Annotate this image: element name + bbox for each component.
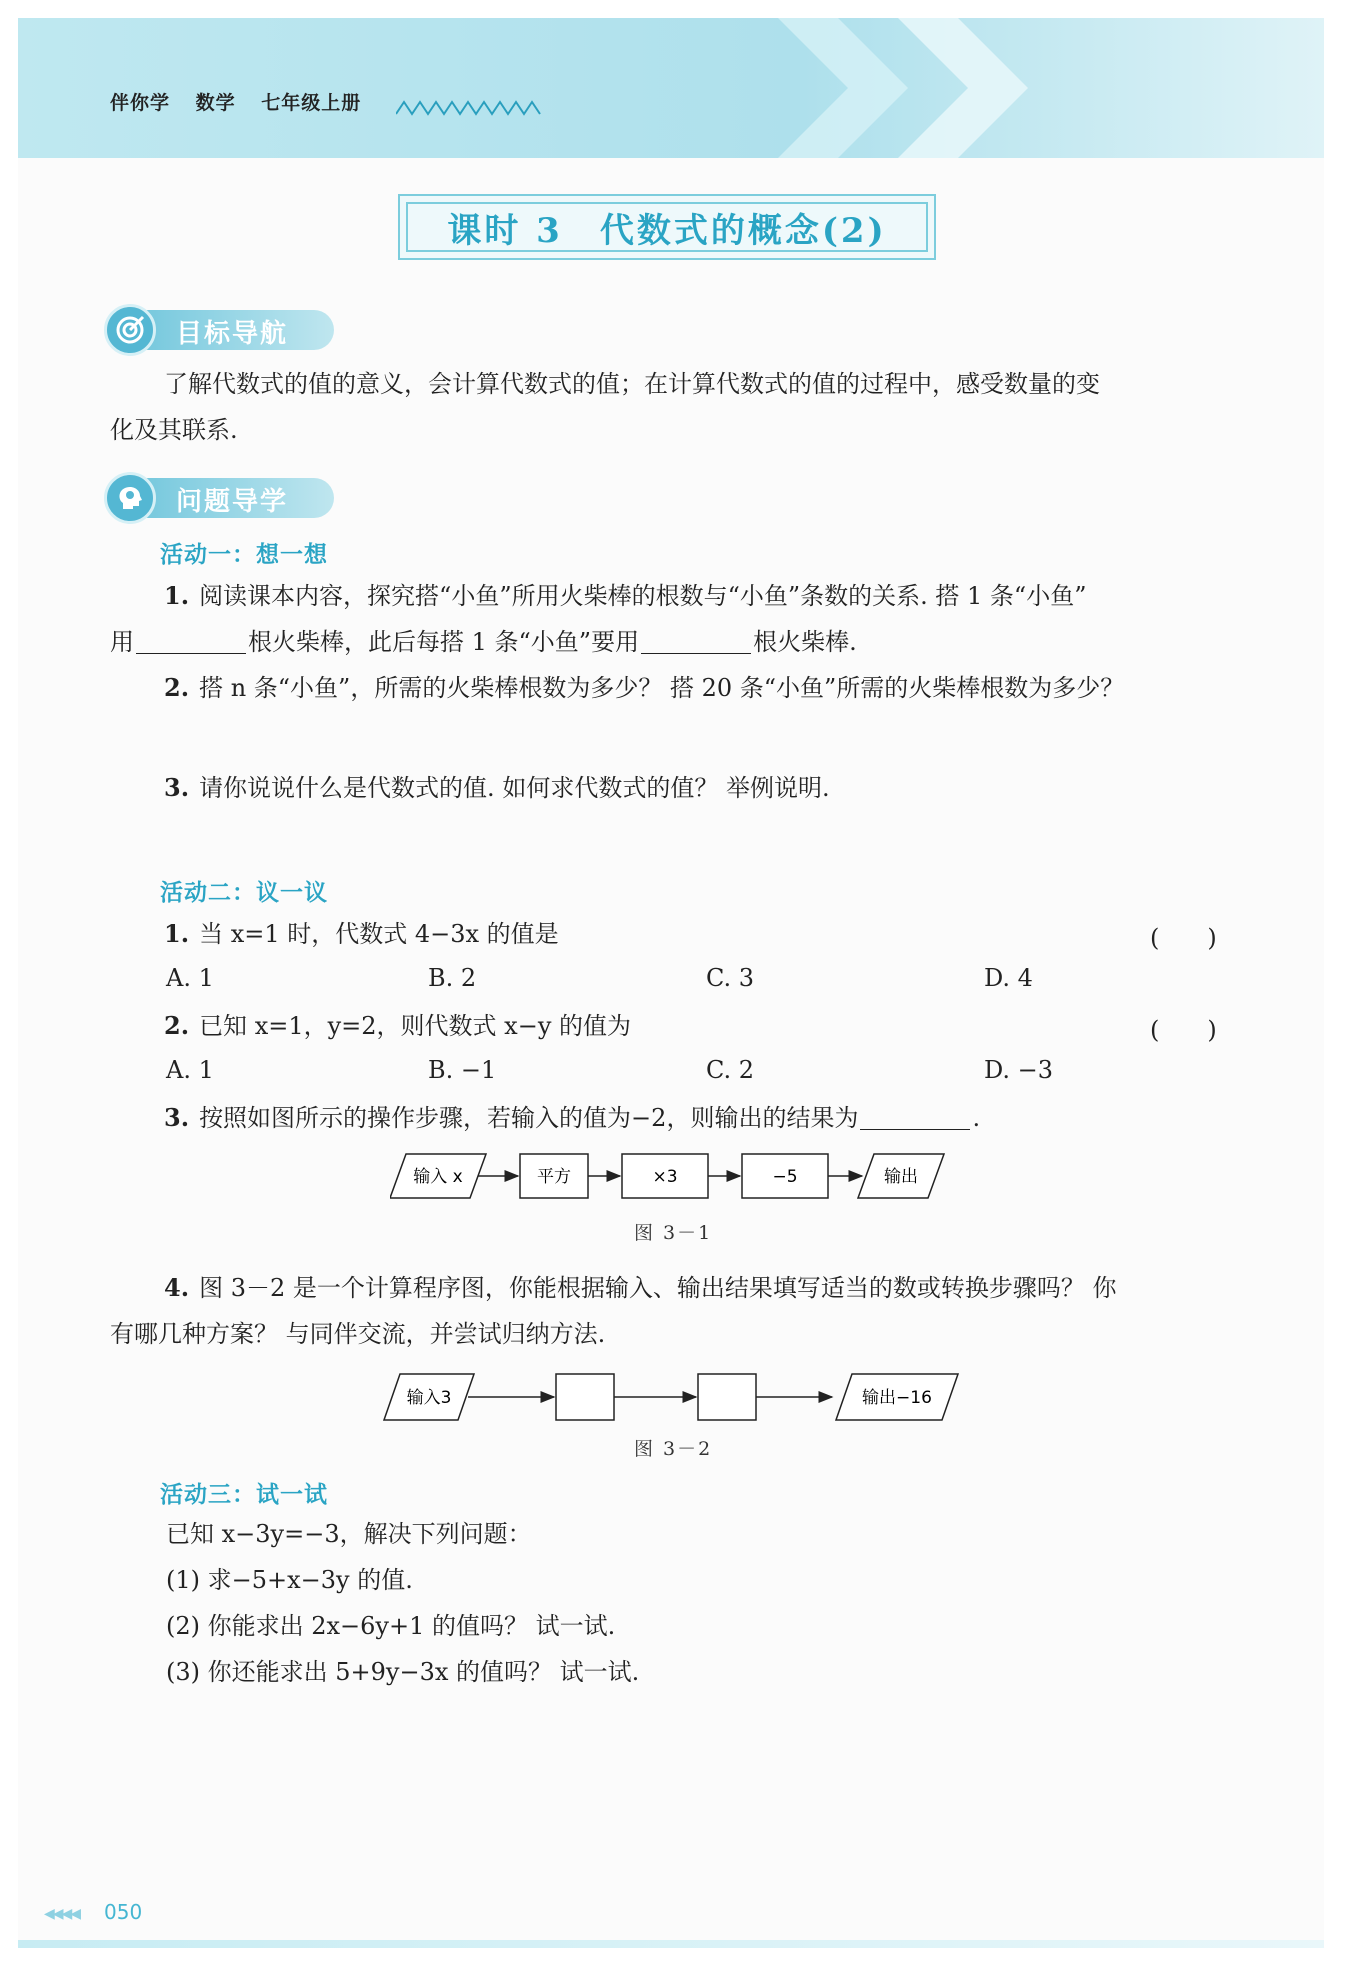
figure-3-2-caption: 图 3－2 bbox=[634, 1438, 713, 1460]
answer-blank[interactable] bbox=[136, 629, 246, 654]
goal-text-line2: 化及其联系. bbox=[110, 416, 238, 444]
lesson-title: 课时 3 代数式的概念(2) bbox=[447, 210, 887, 251]
page-number: 050 bbox=[104, 1900, 143, 1924]
flow-box-square: 平方 bbox=[537, 1167, 571, 1187]
chevron-decoration bbox=[898, 18, 1048, 158]
a3-item3: (3) 你还能求出 5+9y−3x 的值吗？ 试一试. bbox=[166, 1658, 640, 1686]
goal-text-line1: 了解代数式的值的意义，会计算代数式的值；在计算代数式的值的过程中，感受数量的变 bbox=[164, 370, 1100, 398]
book-name: 伴你学 bbox=[110, 92, 171, 114]
a2-question4-line2: 有哪几种方案？ 与同伴交流，并尝试归纳方法. bbox=[110, 1320, 606, 1348]
guide-badge bbox=[104, 472, 344, 524]
answer-paren[interactable]: ( ) bbox=[1150, 924, 1217, 952]
answer-paren[interactable]: ( ) bbox=[1150, 1016, 1217, 1044]
option-b: B. −1 bbox=[428, 1056, 497, 1084]
a2-question1: 1. 当 x=1 时，代数式 4−3x 的值是 bbox=[164, 919, 559, 948]
option-b: B. 2 bbox=[428, 964, 477, 992]
a2-question2: 2. 已知 x=1，y=2，则代数式 x−y 的值为 bbox=[164, 1011, 632, 1040]
a1-question1-line2: 用 根火柴棒，此后每搭 1 条“小鱼”要用 根火柴棒. bbox=[110, 628, 857, 656]
a3-item1: (1) 求−5+x−3y 的值. bbox=[166, 1566, 413, 1594]
flowchart-3-2 bbox=[382, 1370, 962, 1426]
option-a: A. 1 bbox=[166, 964, 214, 992]
a2-question3: 3. 按照如图所示的操作步骤，若输入的值为−2，则输出的结果为 . bbox=[164, 1103, 981, 1132]
goal-badge bbox=[104, 304, 344, 356]
activity1-label: 活动一：想一想 bbox=[160, 542, 328, 568]
a1-question2: 2. 搭 n 条“小鱼”，所需的火柴棒根数为多少？ 搭 20 条“小鱼”所需的火柴棒根数为多少？ bbox=[164, 673, 1125, 702]
flowchart-3-1 bbox=[390, 1150, 960, 1204]
grade-name: 七年级上册 bbox=[261, 92, 362, 114]
bottom-band bbox=[18, 1940, 1324, 1948]
answer-blank[interactable] bbox=[641, 629, 751, 654]
goal-label: 目标导航 bbox=[176, 319, 289, 349]
answer-blank[interactable] bbox=[860, 1105, 970, 1130]
flow-box-subtract: −5 bbox=[772, 1167, 798, 1187]
blank-step-box bbox=[556, 1374, 614, 1420]
option-c: C. 3 bbox=[706, 964, 755, 992]
flow-output: 输出−16 bbox=[862, 1388, 932, 1408]
subject-name: 数学 bbox=[195, 92, 236, 114]
option-a: A. 1 bbox=[166, 1056, 214, 1084]
page-header bbox=[18, 18, 1324, 158]
flow-box-multiply: ×3 bbox=[652, 1167, 678, 1187]
zigzag-decoration bbox=[396, 100, 542, 116]
head-gear-icon bbox=[115, 483, 145, 513]
option-d: D. −3 bbox=[984, 1056, 1054, 1084]
a1-question3: 3. 请你说说什么是代数式的值. 如何求代数式的值？ 举例说明. bbox=[164, 773, 830, 802]
a3-item2: (2) 你能求出 2x−6y+1 的值吗？ 试一试. bbox=[166, 1612, 616, 1640]
option-c: C. 2 bbox=[706, 1056, 755, 1084]
option-d: D. 4 bbox=[984, 964, 1033, 992]
a1-question1-line1: 1. 阅读课本内容，探究搭“小鱼”所用火柴棒的根数与“小鱼”条数的关系. 搭 1 条“小鱼” bbox=[164, 581, 1087, 610]
a2-question4-line1: 4. 图 3－2 是一个计算程序图，你能根据输入、输出结果填写适当的数或转换步骤吗？ 你 bbox=[164, 1273, 1117, 1302]
flow-box-input: 输入 x bbox=[413, 1167, 463, 1187]
figure-3-1-caption: 图 3－1 bbox=[634, 1222, 713, 1244]
blank-step-box bbox=[698, 1374, 756, 1420]
activity2-label: 活动二：议一议 bbox=[160, 880, 328, 906]
flow-input: 输入3 bbox=[406, 1388, 452, 1408]
guide-label: 问题导学 bbox=[176, 487, 289, 517]
arrow-decoration-icon: ◀◀◀◀ bbox=[44, 1906, 80, 1922]
lesson-title-frame bbox=[398, 194, 936, 260]
a3-intro: 已知 x−3y=−3，解决下列问题： bbox=[166, 1520, 532, 1548]
activity3-label: 活动三：试一试 bbox=[160, 1482, 328, 1508]
flow-box-output: 输出 bbox=[884, 1167, 918, 1187]
header-text bbox=[110, 88, 379, 115]
target-icon bbox=[115, 315, 145, 345]
